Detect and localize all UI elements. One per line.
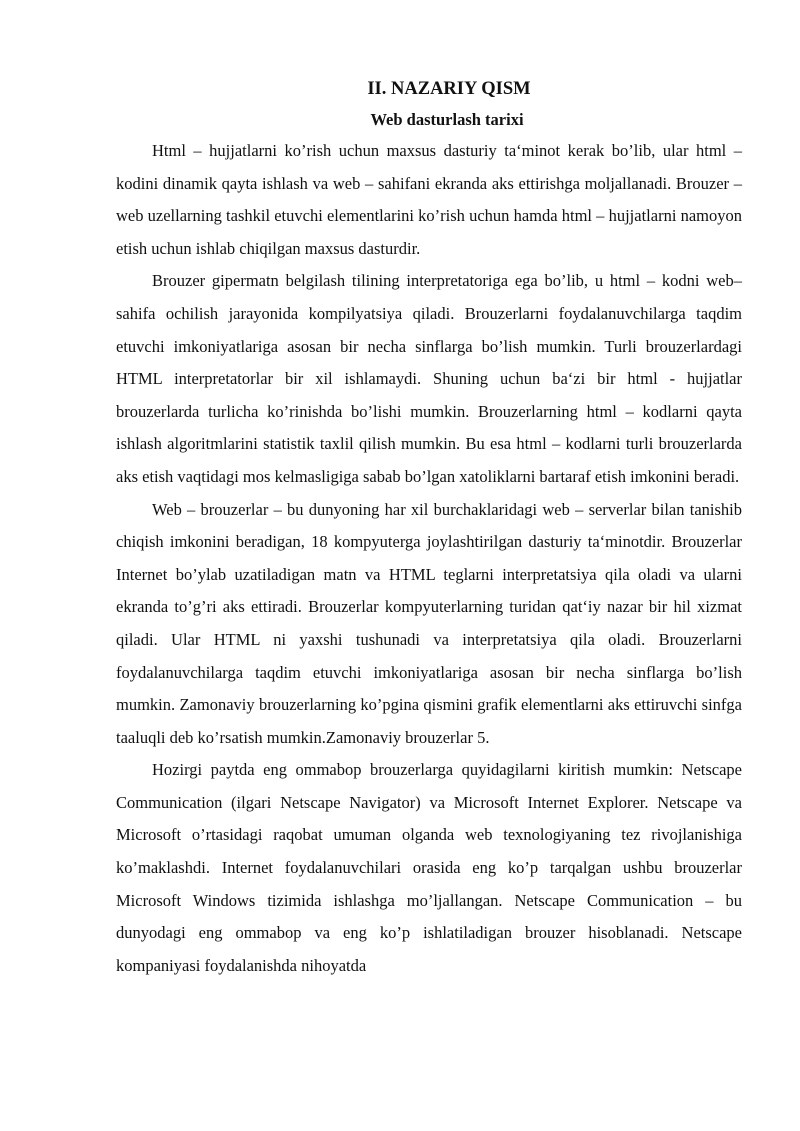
- paragraph-1: Html – hujjatlarni ko’rish uchun maxsus dasturiy ta‘minot kerak bo’lib, ular html – kodini dinamik qayta ishlash va web – sahifani ekranda aks ettirishga moljallanadi. Brouzer – web uzellarning tashkil etuvchi elementlarini ko’rish uchun hamda html – hujjatlarni namoyon etish uchun ishlab chiqilgan maxsus dasturdir.: [116, 141, 742, 258]
- document-body: [116, 76, 742, 982]
- paragraph-4: Hozirgi paytda eng ommabop brouzerlarga quyidagilarni kiritish mumkin: Netscape Communication (ilgari Netscape Navigator) va Microsoft Internet Explorer. Netscape va Microsoft o’rtasidagi raqobat umuman olganda web texnologiyaning tez rivojlanishiga ko’maklashdi. Internet foydalanuvchilari orasida eng ko’p tarqalgan ushbu brouzerlar Microsoft Windows tizimida ishlashga mo’ljallangan. Netscape Communication – bu dunyodagi eng ommabop va eng ko’p ishlatiladigan brouzer hisoblanadi. Netscape kompaniyasi foydalanishda nihoyatda: [116, 760, 742, 975]
- paragraph-3: Web – brouzerlar – bu dunyoning har xil burchaklaridagi web – serverlar bilan tanishib chiqish imkonini beradigan, 18 kompyuterga joylashtirilgan dasturiy ta‘minotdir. Brouzerlar Internet bo’ylab uzatiladigan matn va HTML teglarni interpretatsiya qila oladi va ularni ekranda to’g’ri aks ettiradi. Brouzerlar kompyuterlarning turidan qat‘iy nazar bir hil xizmat qiladi. Ular HTML ni yaxshi tushunadi va interpretatsiya qila oladi. Brouzerlarni foydalanuvchilarga taqdim etuvchi imkoniyatlariga asosan bir necha sinflarga bo’lish mumkin. Zamonaviy brouzerlarning ko’pgina qismini grafik elementlarni aks ettiruvchi sinfga taaluqli deb ko’rsatish mumkin.Zamonaviy brouzerlar 5.: [116, 499, 742, 747]
- paragraph-2: Brouzer gipermatn belgilash tilining interpretatoriga ega bo’lib, u html – kodni web–sahifa ochilish jarayonida kompilyatsiya qiladi. Brouzerlarni foydalanuvchilarga taqdim etuvchi imkoniyatlariga asosan bir necha sinflarga bo’lish mumkin. Turli brouzerlardagi HTML interpretatorlar bir xil ishlamaydi. Shuning uchun ba‘zi bir html - hujjatlar brouzerlarda turlicha ko’rinishda bo’lishi mumkin. Brouzerlarning html – kodlarni qayta ishlash algoritmlarini statistik taxlil qilish mumkin. Bu esa html – kodlarni turli brouzerlarda aks etish vaqtidagi mos kelmasligiga sabab bo’lgan xatoliklarni bartaraf etish imkonini beradi.: [116, 271, 742, 486]
- section-title: II. NAZARIY QISM: [367, 79, 531, 99]
- subsection-title: Web dasturlash tarixi: [370, 110, 524, 129]
